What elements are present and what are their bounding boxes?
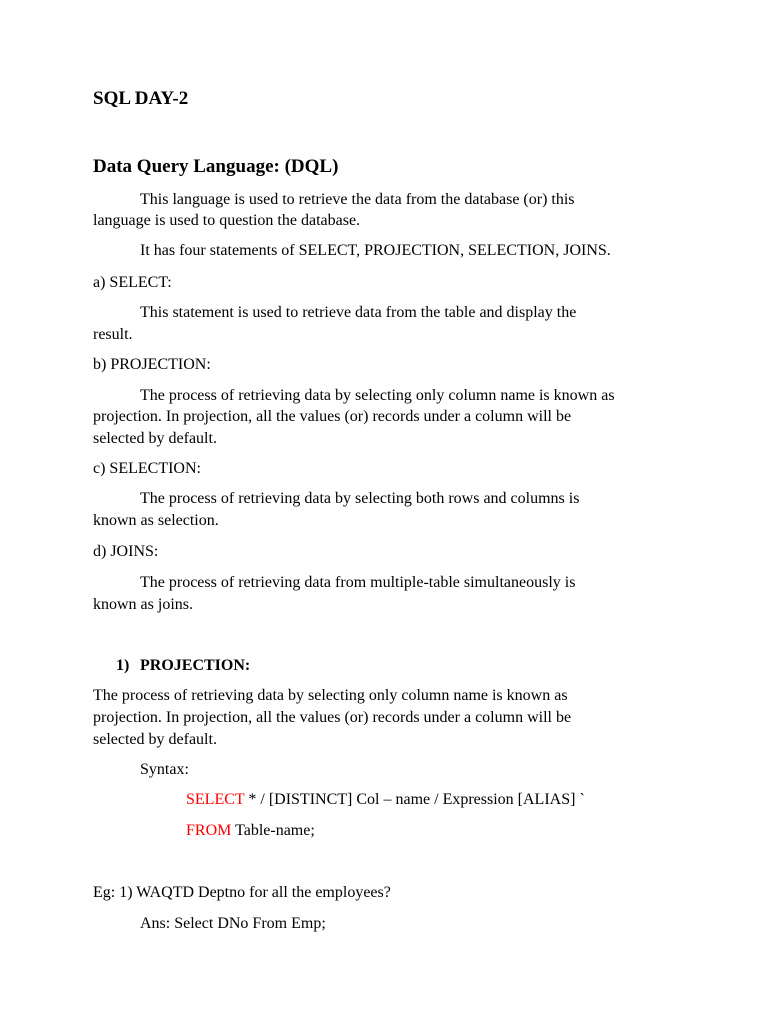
example-question: Eg: 1) WAQTD Deptno for all the employees? — [93, 884, 391, 901]
dql-intro-line-1: This language is used to retrieve the data from the database (or) this — [140, 191, 575, 208]
syntax-from-line — [186, 821, 315, 841]
projection-text-1: The process of retrieving data by selecting only column name is known as — [93, 687, 568, 704]
section-b-label: b) PROJECTION: — [93, 356, 211, 373]
section-a-label: a) SELECT: — [93, 274, 172, 291]
section-b-text-3: selected by default. — [93, 430, 217, 447]
from-clause: Table-name; — [231, 822, 315, 839]
projection-heading-number: 1) — [116, 657, 130, 674]
section-a-text-1: This statement is used to retrieve data from the table and display the — [140, 304, 577, 321]
projection-text-3: selected by default. — [93, 731, 217, 748]
syntax-select-line — [186, 790, 585, 810]
section-a-text-2: result. — [93, 326, 133, 343]
example-answer: Ans: Select DNo From Emp; — [140, 915, 326, 932]
from-keyword: FROM — [186, 822, 232, 839]
four-statements-text: It has four statements of SELECT, PROJECTION, SELECTION, JOINS. — [140, 242, 611, 259]
document-title: SQL DAY-2 — [93, 88, 189, 109]
dql-heading: Data Query Language: (DQL) — [93, 156, 339, 177]
section-d-text-1: The process of retrieving data from multiple-table simultaneously is — [140, 574, 576, 591]
section-b-text-1: The process of retrieving data by selecting only column name is known as — [140, 387, 615, 404]
section-c-text-1: The process of retrieving data by selecting both rows and columns is — [140, 490, 580, 507]
section-d-label: d) JOINS: — [93, 543, 159, 560]
section-c-text-2: known as selection. — [93, 512, 219, 529]
select-clause: * / [DISTINCT] Col – name / Expression [ALIAS] ` — [244, 791, 585, 808]
dql-intro-line-2: language is used to question the database. — [93, 212, 361, 229]
projection-text-2: projection. In projection, all the values (or) records under a column will be — [93, 709, 572, 726]
syntax-label: Syntax: — [140, 761, 189, 778]
select-keyword: SELECT — [186, 791, 245, 808]
section-c-label: c) SELECTION: — [93, 460, 201, 477]
projection-heading: PROJECTION: — [140, 657, 251, 674]
section-b-text-2: projection. In projection, all the values (or) records under a column will be — [93, 408, 572, 425]
section-d-text-2: known as joins. — [93, 596, 193, 613]
